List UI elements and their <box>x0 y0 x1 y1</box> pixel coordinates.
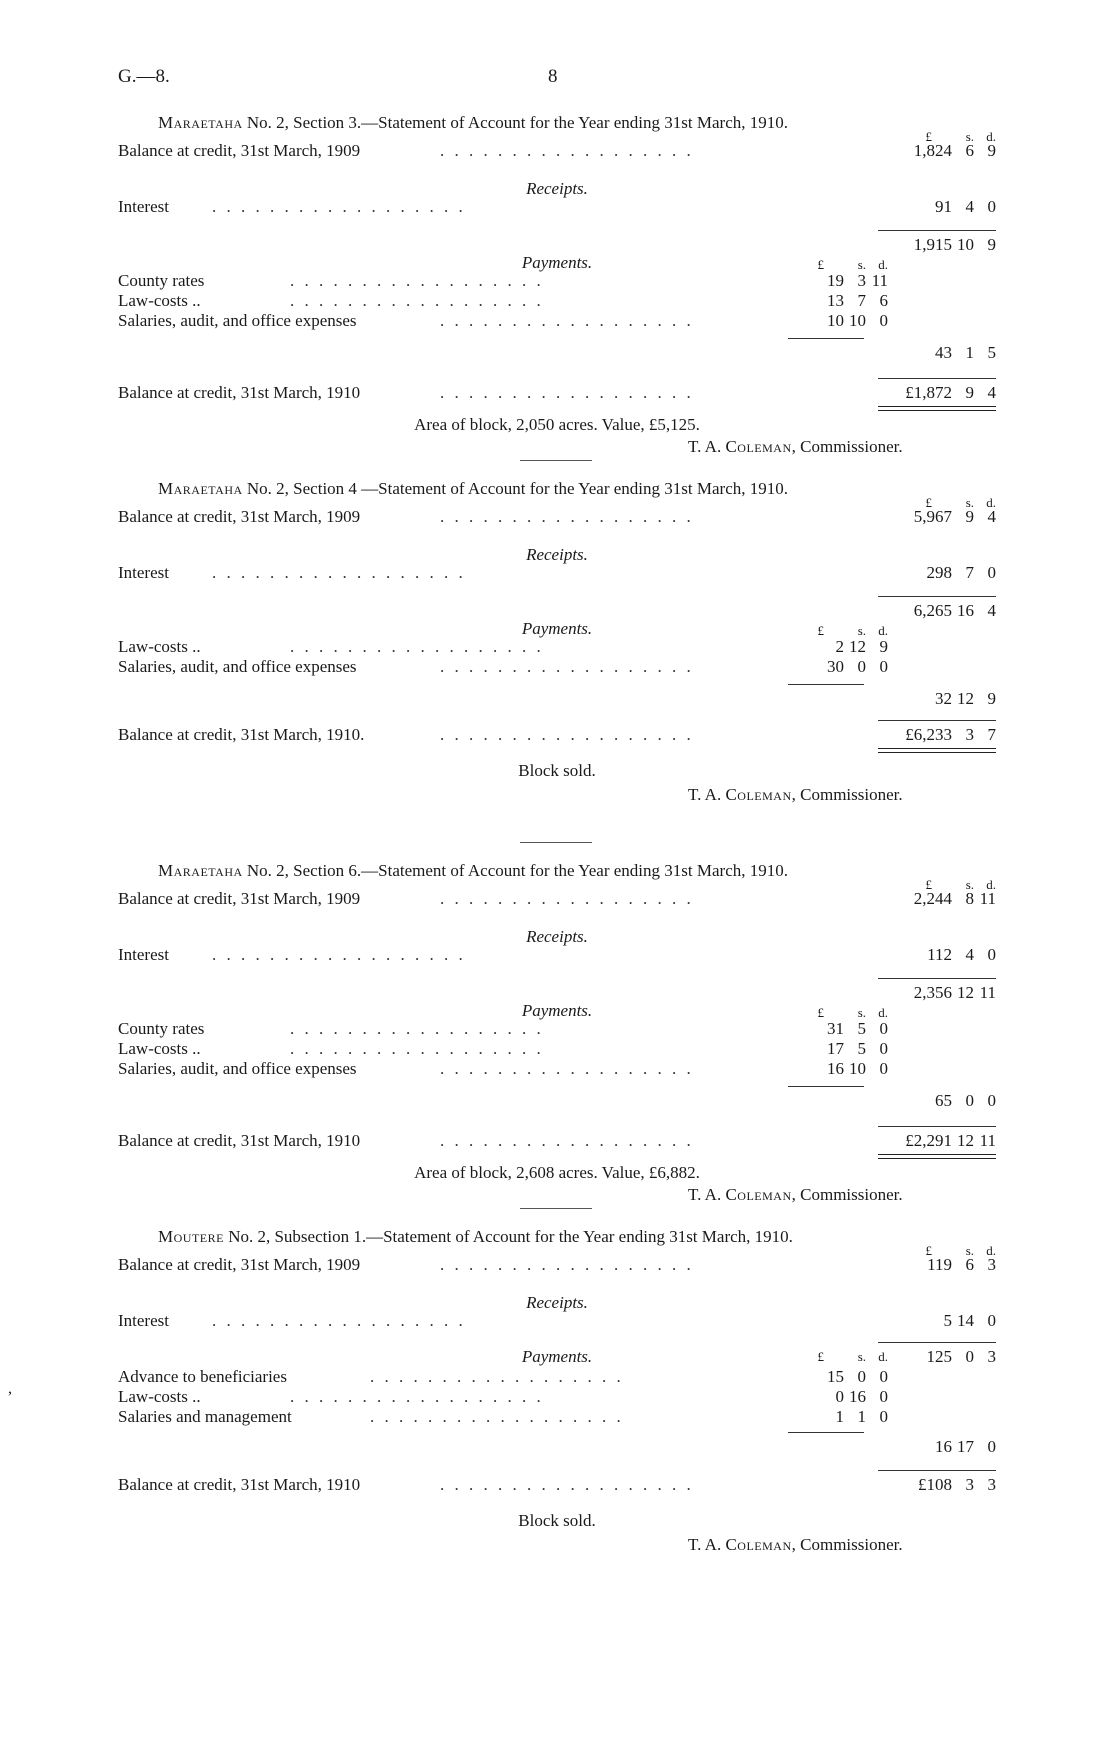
rule <box>878 720 996 721</box>
payment-row: Law-costs .. . . . . . . . . . . . . . . . . . . 2 12 9 <box>118 637 888 656</box>
payment-row: Salaries and management . . . . . . . . . . . . . . . . . . 1 1 0 <box>118 1407 888 1426</box>
series-code: G.—8. <box>118 66 170 87</box>
payment-row: Law-costs .. . . . . . . . . . . . . . . . . . . 13 7 6 <box>118 291 888 310</box>
receipts-heading: Receipts. <box>526 1293 588 1312</box>
payment-row: County rates . . . . . . . . . . . . . . . . . . 19 3 11 <box>118 271 888 290</box>
unit-shillings: s. <box>965 129 974 144</box>
subtotal-row: 125 0 3 <box>926 1347 996 1366</box>
rule <box>788 1086 864 1087</box>
statement-title: Maraetaha No. 2, Section 6.—Statement of Account for the Year ending 31st March, 1910. <box>158 861 788 880</box>
block-note: Block sold. <box>518 761 596 780</box>
opening-balance-row: Balance at credit, 31st March, 1909 . . . . . . . . . . . . . . . . . . 119 6 3 <box>118 1255 996 1274</box>
signature: T. A. Coleman, Commissioner. <box>688 1535 903 1554</box>
closing-balance-row: Balance at credit, 31st March, 1910 . . . . . . . . . . . . . . . . . . £2,291 12 11 <box>118 1131 996 1150</box>
block-note: Block sold. <box>518 1511 596 1530</box>
receipt-row: Interest . . . . . . . . . . . . . . . . . . 91 4 0 <box>118 197 996 216</box>
unit-pounds: £ <box>925 129 932 144</box>
payment-row: Salaries, audit, and office expenses . . . . . . . . . . . . . . . . . . 30 0 0 <box>118 657 888 676</box>
payment-row: County rates . . . . . . . . . . . . . . . . . . 31 5 0 <box>118 1019 888 1038</box>
receipts-heading: Receipts. <box>526 545 588 564</box>
receipt-row: Interest . . . . . . . . . . . . . . . . . . 112 4 0 <box>118 945 996 964</box>
rule <box>878 978 996 979</box>
opening-balance-row: Balance at credit, 31st March, 1909 . . . . . . . . . . . . . . . . . . 5,967 9 4 <box>118 507 996 526</box>
page-number: 8 <box>548 66 558 87</box>
rule <box>878 1126 996 1127</box>
signature: T. A. Coleman, Commissioner. <box>688 1185 903 1204</box>
unit-header-payments: £ s. d. <box>817 1349 888 1364</box>
payments-total-row: 16 17 0 <box>935 1437 996 1456</box>
unit-header-payments: £ s. d. <box>817 1005 888 1020</box>
rule <box>788 684 864 685</box>
statement-title: Maraetaha No. 2, Section 4 —Statement of Account for the Year ending 31st March, 1910. <box>158 479 788 498</box>
rule <box>788 1432 864 1433</box>
rule <box>878 230 996 231</box>
rule <box>788 338 864 339</box>
unit-header: £ s. d. <box>925 495 996 510</box>
rule <box>878 378 996 379</box>
unit-header-payments: £ s. d. <box>817 257 888 272</box>
double-rule <box>878 406 996 411</box>
unit-header: £ s. d. <box>925 877 996 892</box>
payment-row: Law-costs .. . . . . . . . . . . . . . . . . . . 0 16 0 <box>118 1387 888 1406</box>
payment-row: Law-costs .. . . . . . . . . . . . . . . . . . . 17 5 0 <box>118 1039 888 1058</box>
payments-total-row: 65 0 0 <box>935 1091 996 1110</box>
subtotal-row: 1,915 10 9 <box>913 235 996 254</box>
payments-heading: Payments. <box>521 253 593 272</box>
unit-pence: d. <box>986 129 996 144</box>
separator <box>520 460 592 461</box>
statement-title: Maraetaha No. 2, Section 3.—Statement of Account for the Year ending 31st March, 1910. <box>158 113 788 132</box>
opening-balance-row: Balance at credit, 31st March, 1909 . . . . . . . . . . . . . . . . . . 2,244 8 11 <box>118 889 996 908</box>
opening-balance-row: Balance at credit, 31st March, 1909 . . . . . . . . . . . . . . . . . . 1,824 6 9 <box>118 141 996 160</box>
payments-heading: Payments. <box>521 1347 593 1366</box>
subtotal-row: 2,356 12 11 <box>913 983 996 1002</box>
block-note: Area of block, 2,050 acres. Value, £5,125. <box>414 415 700 434</box>
closing-balance-row: Balance at credit, 31st March, 1910 . . . . . . . . . . . . . . . . . . £1,872 9 4 <box>118 383 996 402</box>
payments-total-row: 32 12 9 <box>935 689 996 708</box>
receipts-heading: Receipts. <box>526 927 588 946</box>
double-rule <box>878 1154 996 1159</box>
block-note: Area of block, 2,608 acres. Value, £6,882. <box>414 1163 700 1182</box>
margin-mark: , <box>8 1380 12 1397</box>
statement-title: Moutere No. 2, Subsection 1.—Statement of Account for the Year ending 31st March, 1910. <box>158 1227 793 1246</box>
receipt-row: Interest . . . . . . . . . . . . . . . . . . 298 7 0 <box>118 563 996 582</box>
payments-heading: Payments. <box>521 1001 593 1020</box>
subtotal-row: 6,265 16 4 <box>913 601 996 620</box>
separator <box>520 842 592 843</box>
payment-row: Salaries, audit, and office expenses . . . . . . . . . . . . . . . . . . 16 10 0 <box>118 1059 888 1078</box>
separator <box>520 1208 592 1209</box>
unit-header-payments: £ s. d. <box>817 623 888 638</box>
signature: T. A. Coleman, Commissioner. <box>688 437 903 456</box>
signature: T. A. Coleman, Commissioner. <box>688 785 903 804</box>
closing-balance-row: Balance at credit, 31st March, 1910. . . . . . . . . . . . . . . . . . . £6,233 3 7 <box>118 725 996 744</box>
unit-header: £ s. d. <box>925 1243 996 1258</box>
receipt-row: Interest . . . . . . . . . . . . . . . . . . 5 14 0 <box>118 1311 996 1330</box>
payments-total-row: 43 1 5 <box>935 343 996 362</box>
rule <box>878 596 996 597</box>
payment-row: Salaries, audit, and office expenses . . . . . . . . . . . . . . . . . . 10 10 0 <box>118 311 888 330</box>
payments-heading: Payments. <box>521 619 593 638</box>
rule <box>878 1342 996 1343</box>
rule <box>878 1470 996 1471</box>
payment-row: Advance to beneficiaries . . . . . . . . . . . . . . . . . . 15 0 0 <box>118 1367 888 1386</box>
receipts-heading: Receipts. <box>526 179 588 198</box>
double-rule <box>878 748 996 753</box>
closing-balance-row: Balance at credit, 31st March, 1910 . . . . . . . . . . . . . . . . . . £108 3 3 <box>118 1475 996 1494</box>
